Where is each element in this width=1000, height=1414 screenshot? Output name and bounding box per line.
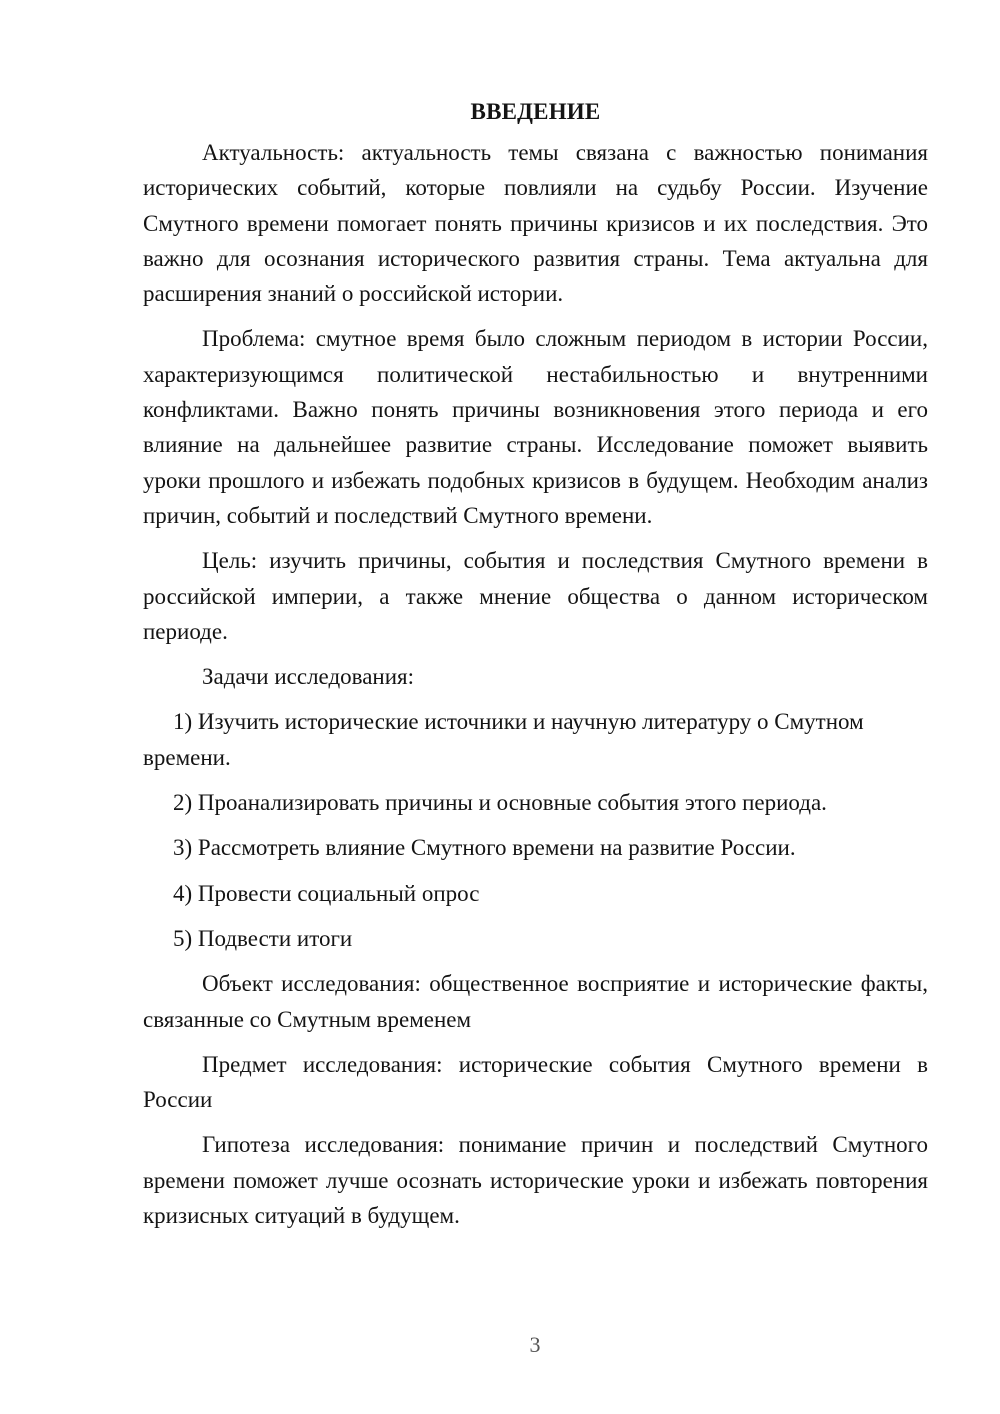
paragraph-relevance: Актуальность: актуальность темы связана с важностью понимания исторических событий, которые повлияли на судьбу России. Изучение Смутного времени помогает понять причины кризисов и их последствия. Это важно для осознания исторического развития страны. Тема актуальна для расширения знаний о российской истории.	[143, 140, 928, 307]
paragraph-problem: Проблема: смутное время было сложным периодом в истории России, характеризующимся политической нестабильностью и внутренними конфликтами. Важно понять причины возникновения этого периода и его влияние на дальнейшее развитие страны. Исследование поможет выявить уроки прошлого и избежать подобных кризисов в будущем. Необходим анализ причин, событий и последствий Смутного времени.	[143, 326, 928, 528]
paragraph-object: Объект исследования: общественное восприятие и исторические факты, связанные со Смутным временем	[143, 971, 928, 1032]
section-title: ВВЕДЕНИЕ	[470, 99, 601, 124]
task-item-1: 1) Изучить исторические источники и научную литературу о Смутном времени.	[143, 709, 864, 770]
task-item-4: 4) Провести социальный опрос	[173, 880, 480, 906]
task-item-5: 5) Подвести итоги	[173, 925, 353, 951]
page-number: 3	[529, 1332, 541, 1357]
paragraph-goal: Цель: изучить причины, события и последствия Смутного времени в российской империи, а также мнение общества о данном историческом периоде.	[143, 548, 928, 644]
task-item-2: 2) Проанализировать причины и основные события этого периода.	[173, 790, 827, 816]
task-item-3: 3) Рассмотреть влияние Смутного времени на развитие России.	[173, 835, 796, 861]
page-content	[143, 94, 928, 1243]
paragraph-tasks-heading: Задачи исследования:	[202, 664, 415, 690]
paragraph-hypothesis: Гипотеза исследования: понимание причин и последствий Смутного времени поможет лучше осознать исторические уроки и избежать повторения кризисных ситуаций в будущем.	[143, 1132, 928, 1229]
paragraph-subject: Предмет исследования: исторические события Смутного времени в России	[143, 1051, 928, 1113]
